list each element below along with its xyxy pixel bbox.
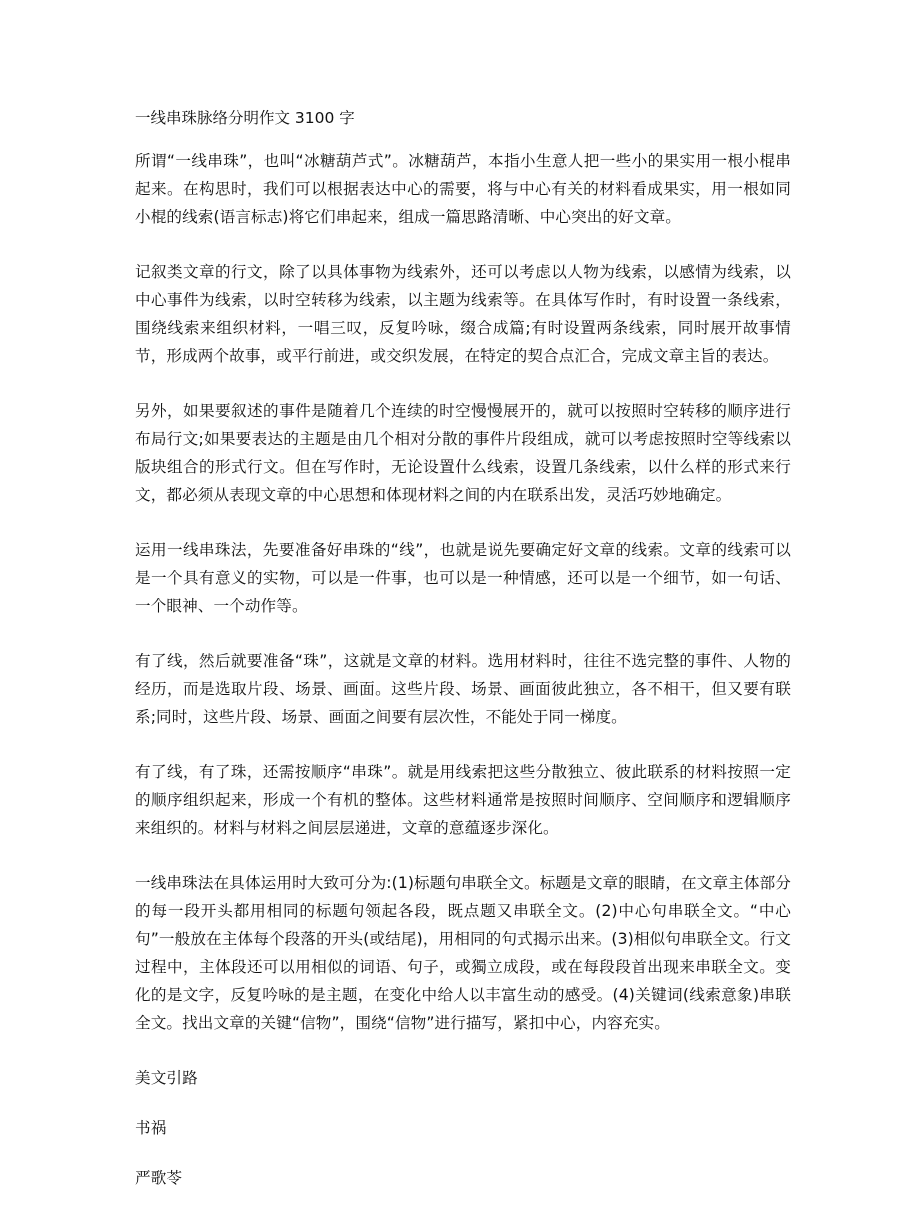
paragraph: 有了线，然后就要准备“珠”，这就是文章的材料。选用材料时，往往不选完整的事件、人物的经历，而是选取片段、场景、画面。这些片段、场景、画面彼此独立，各不相干，但又要有联系;同时，这些片段、场景、画面之间要有层次性，不能处于同一梯度。 — [135, 652, 791, 726]
paragraph: 运用一线串珠法，先要准备好串珠的“线”，也就是说先要确定好文章的线索。文章的线索可以是一个具有意义的实物，可以是一件事，也可以是一种情感，还可以是一个细节，如一句话、一个眼神、一个动作等。 — [135, 541, 791, 615]
document-page — [135, 104, 791, 1214]
document-title: 一线串珠脉络分明作文 3100 字 — [135, 109, 355, 127]
author-name: 严歌苓 — [135, 1169, 183, 1187]
paragraph: 另外，如果要叙述的事件是随着几个连续的时空慢慢展开的，就可以按照时空转移的顺序进行布局行文;如果要表达的主题是由几个相对分散的事件片段组成，就可以考虑按照时空等线索以版块组合的形式行文。但在写作时，无论设置什么线索，设置几条线索，以什么样的形式来行文，都必须从表现文章的中心思想和体现材料之间的内在联系出发，灵活巧妙地确定。 — [135, 402, 791, 504]
paragraph: 记叙类文章的行文，除了以具体事物为线索外，还可以考虑以人物为线索，以感情为线索，以中心事件为线索，以时空转移为线索，以主题为线索等。在具体写作时，有时设置一条线索，围绕线索来组织材料，一唱三叹，反复吟咏，缀合成篇;有时设置两条线索，同时展开故事情节，形成两个故事，或平行前进，或交织发展，在特定的契合点汇合，完成文章主旨的表达。 — [135, 263, 791, 365]
section-heading: 美文引路 — [135, 1069, 198, 1087]
paragraph: 有了线，有了珠，还需按顺序“串珠”。就是用线索把这些分散独立、彼此联系的材料按照一定的顺序组织起来，形成一个有机的整体。这些材料通常是按照时间顺序、空间顺序和逻辑顺序来组织的。材料与材料之间层层递进，文章的意蕴逐步深化。 — [135, 763, 791, 837]
article-title: 书祸 — [135, 1119, 167, 1137]
paragraph: 一线串珠法在具体运用时大致可分为:(1)标题句串联全文。标题是文章的眼睛，在文章主体部分的每一段开头都用相同的标题句领起各段，既点题又串联全文。(2)中心句串联全文。“中心句”一般放在主体每个段落的开头(或结尾)，用相同的句式揭示出来。(3)相似句串联全文。行文过程中，主体段还可以用相似的词语、句子，或獨立成段，或在每段段首出现来串联全文。变化的是文字，反复吟咏的是主题，在变化中给人以丰富生动的感受。(4)关键词(线索意象)串联全文。找出文章的关键“信物”，围绕“信物”进行描写，紧扣中心，内容充实。 — [135, 874, 791, 1032]
paragraph: 所谓“一线串珠”，也叫“冰糖葫芦式”。冰糖葫芦，本指小生意人把一些小的果实用一根小棍串起来。在构思时，我们可以根据表达中心的需要，将与中心有关的材料看成果实，用一根如同小棍的线索(语言标志)将它们串起来，组成一篇思路清晰、中心突出的好文章。 — [135, 152, 791, 226]
